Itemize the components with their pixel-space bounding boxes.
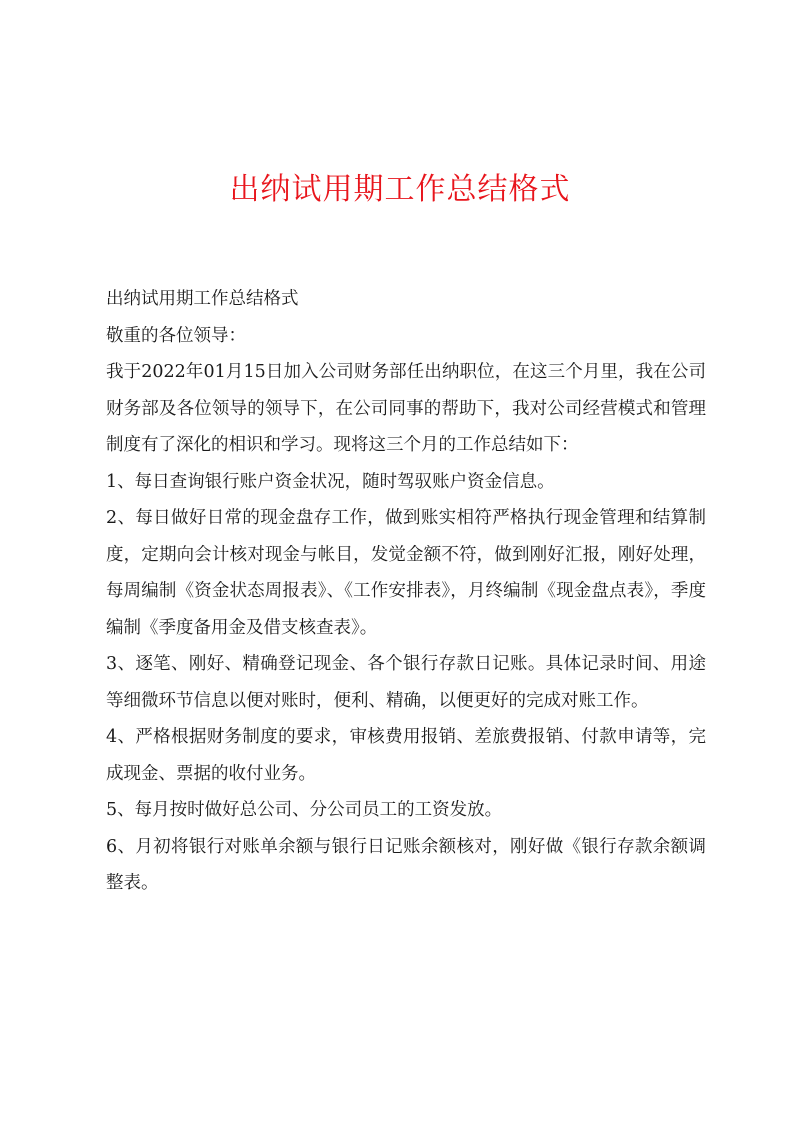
paragraph-item-6: 6、月初将银行对账单余额与银行日记账余额核对，刚好做《银行存款余额调整表。 (106, 836, 706, 893)
paragraph-item-5: 5、每月按时做好总公司、分公司员工的工资发放。 (106, 800, 503, 820)
paragraph-item-2: 2、每日做好日常的现金盘存工作，做到账实相符严格执行现金管理和结算制度，定期向会计核对现金与帐目，发觉金额不符，做到刚好汇报，刚好处理，每周编制《资金状态周报表》、《工作安排表》，月终编制《现金盘点表》，季度编制《季度备用金及借支核查表》。 (106, 508, 706, 638)
paragraph-intro: 我于2022年01月15日加入公司财务部任出纳职位，在这三个月里，我在公司财务部及各位领导的领导下，在公司同事的帮助下，我对公司经营模式和管理制度有了深化的相识和学习。现将这三个月的工作总结如下： (106, 362, 706, 455)
paragraph-item-3: 3、逐笔、刚好、精确登记现金、各个银行存款日记账。具体记录时间、用途等细微环节信息以便对账时，便利、精确，以便更好的完成对账工作。 (106, 654, 706, 711)
paragraph-heading: 出纳试用期工作总结格式 (106, 289, 299, 309)
paragraph-salutation: 敬重的各位领导： (106, 325, 246, 346)
document-body (106, 281, 706, 902)
paragraph-item-1: 1、每日查询银行账户资金状况，随时驾驭账户资金信息。 (106, 471, 555, 492)
document-title: 出纳试用期工作总结格式 (229, 172, 571, 207)
paragraph-item-4: 4、严格根据财务制度的要求，审核费用报销、差旅费报销、付款申请等，完成现金、票据的收付业务。 (106, 727, 706, 784)
